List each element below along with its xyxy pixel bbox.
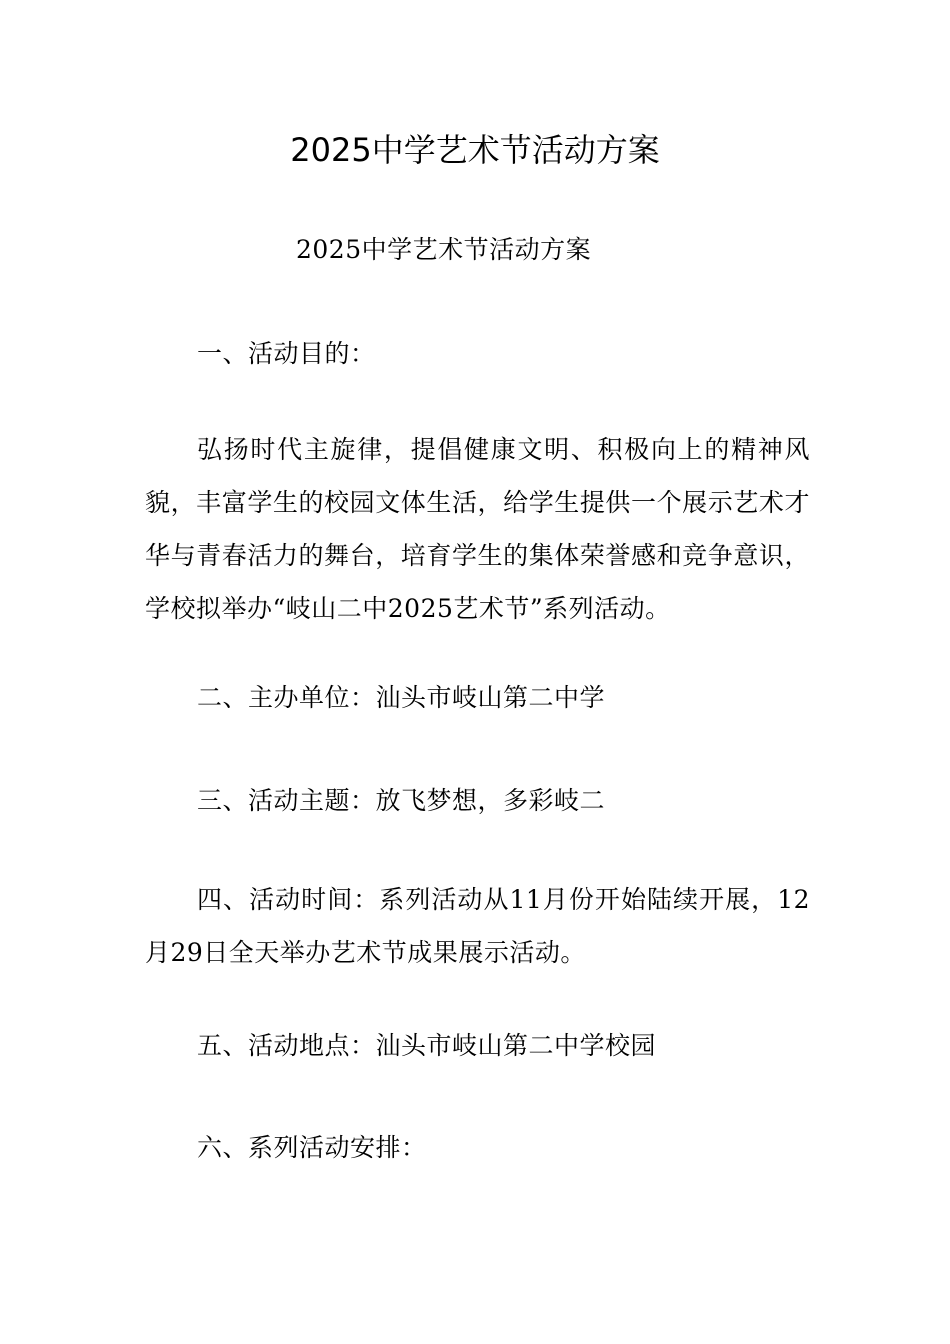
section-schedule-heading: 六、系列活动安排：: [197, 1133, 427, 1162]
document-title: 2025中学艺术节活动方案: [290, 131, 660, 169]
section-organizer: 二、主办单位：汕头市岐山第二中学: [197, 683, 606, 712]
section-heading-purpose: 一、活动目的：: [197, 339, 376, 368]
section-location: 五、活动地点：汕头市岐山第二中学校园: [197, 1031, 657, 1060]
section-theme: 三、活动主题：放飞梦想，多彩岐二: [197, 786, 606, 815]
document-subtitle: 2025中学艺术节活动方案: [296, 235, 592, 264]
section-time: 四、活动时间：系列活动从11月份开始陆续开展，12月29日全天举办艺术节成果展示活动。: [145, 885, 810, 967]
paragraph-purpose-body: 弘扬时代主旋律，提倡健康文明、积极向上的精神风貌，丰富学生的校园文体生活，给学生提供一个展示艺术才华与青春活力的舞台，培育学生的集体荣誉感和竞争意识，学校拟举办“岐山二中2025艺术节”系列活动。: [145, 435, 810, 623]
